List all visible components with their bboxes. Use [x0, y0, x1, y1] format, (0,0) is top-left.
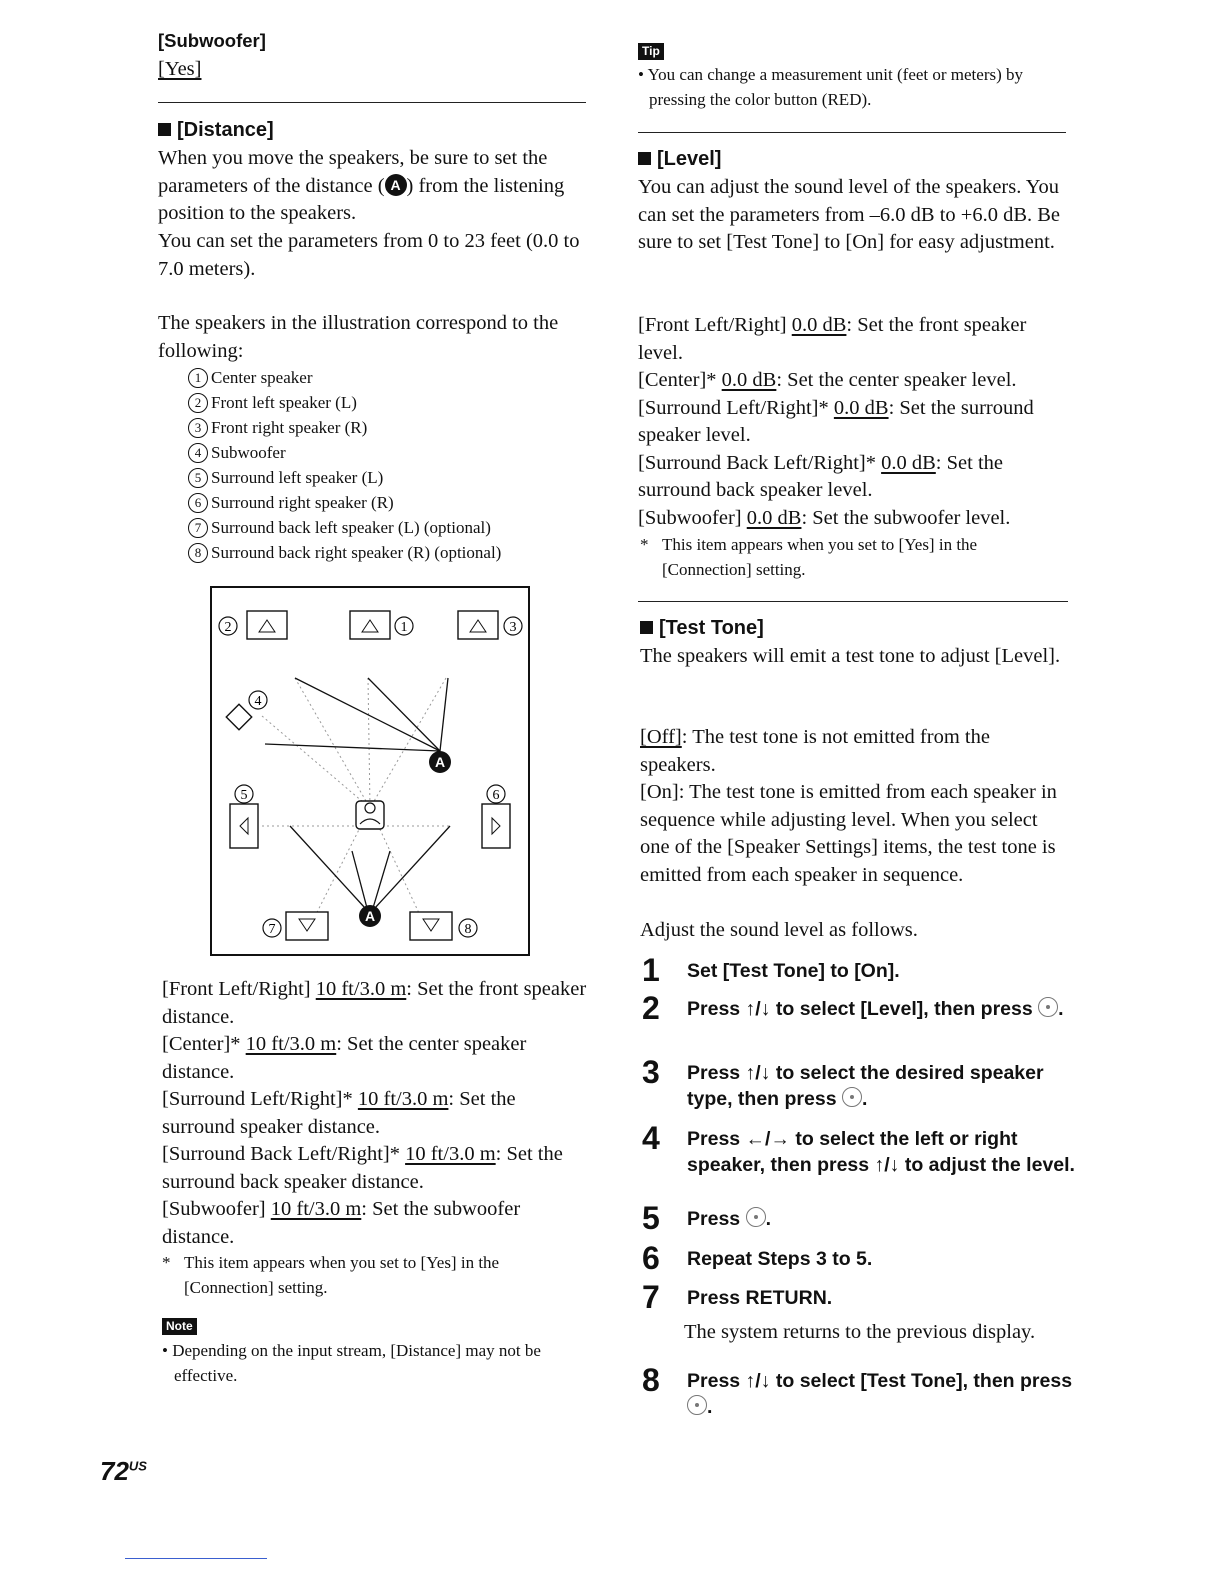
testtone-heading: [Test Tone] [640, 617, 764, 640]
diagram-number: 3 [509, 620, 517, 635]
tip-text: • You can change a measurement unit (feet or meters) by pressing the color button (RED). [638, 65, 1024, 109]
speaker-list-item [188, 415, 588, 440]
speaker-label: Subwoofer [211, 443, 286, 462]
diagram-number: 1 [400, 620, 408, 635]
steps-list [642, 952, 1082, 1428]
speaker-label: Front left speaker (L) [211, 393, 357, 412]
speaker-label: Surround right speaker (R) [211, 493, 394, 512]
diagram-number: 2 [224, 620, 232, 635]
note-badge: Note [162, 1317, 197, 1335]
circled-number: 3 [188, 418, 208, 438]
step-number: 8 [642, 1362, 660, 1398]
subwoofer-heading: [Subwoofer] [158, 30, 266, 51]
step-text: Press RETURN. [687, 1287, 833, 1309]
setting-item: [Surround Left/Right]* 10 ft/3.0 m: Set the surround speaker distance. [162, 1088, 516, 1138]
diagram-number: 6 [492, 788, 500, 803]
distance-settings [162, 976, 592, 1251]
subwoofer-value: [Yes] [158, 58, 202, 80]
testtone-on: [On]: The test tone is emitted from each speaker in sequence while adjusting level. When you select one of the [Speaker Settings] items, the test tone is emitted from each speaker in sequence. [640, 781, 1057, 886]
default-value: 0.0 dB [833, 396, 889, 419]
level-intro: You can adjust the sound level of the speakers. You can set the parameters from –6.0 dB to +6.0 dB. Be sure to set [Test Tone] to [On] for easy adjustment. [638, 176, 1061, 253]
step-number: 5 [642, 1200, 660, 1236]
step-number: 2 [642, 990, 660, 1026]
level-footnote: * This item appears when you set to [Yes] in the [Connection] setting. [640, 535, 978, 579]
distance-heading: [Distance] [158, 119, 274, 142]
step-text: Repeat Steps 3 to 5. [687, 1248, 873, 1270]
a-marker-label: A [434, 754, 446, 770]
speaker-list-item [188, 390, 588, 415]
testtone-intro: The speakers will emit a test tone to adjust [Level]. [640, 645, 1061, 667]
distance-lines [265, 678, 450, 908]
default-value: 0.0 dB [746, 506, 802, 529]
diagram-frame [211, 587, 529, 955]
circled-number: 2 [188, 393, 208, 413]
diagram-number: 7 [268, 922, 276, 937]
diagram-number: 8 [464, 922, 472, 937]
step-note: The system returns to the previous display. [684, 1321, 1036, 1343]
surround-back-right-speaker [410, 912, 452, 940]
setting-item: [Front Left/Right] 10 ft/3.0 m: Set the front speaker distance. [162, 978, 587, 1028]
setting-item: [Subwoofer] 10 ft/3.0 m: Set the subwoofer distance. [162, 1198, 521, 1248]
level-settings [638, 312, 1068, 532]
setting-item: [Surround Back Left/Right]* 0.0 dB: Set the surround back speaker level. [638, 451, 1003, 501]
step-text: Press . [687, 1208, 771, 1230]
distance-footnote: * This item appears when you set to [Yes] in the [Connection] setting. [162, 1253, 500, 1297]
step-text: Set [Test Tone] to [On]. [687, 960, 900, 982]
speaker-list-item [188, 540, 588, 565]
speaker-label: Center speaker [211, 368, 313, 387]
diagram-number-labels [219, 617, 522, 937]
diagram-number: 5 [240, 788, 248, 803]
divider [638, 132, 1066, 133]
speaker-list-item [188, 490, 588, 515]
circled-number: 4 [188, 443, 208, 463]
listener-icon [356, 801, 384, 829]
adjust-intro: Adjust the sound level as follows. [640, 919, 918, 941]
speaker-label: Front right speaker (R) [211, 418, 368, 437]
speaker-layout-diagram [210, 586, 530, 956]
setting-item: [Subwoofer] 0.0 dB: Set the subwoofer level. [638, 506, 1011, 529]
surround-back-left-speaker [286, 912, 328, 940]
enter-button-icon [746, 1207, 766, 1227]
a-marker-label: A [364, 908, 376, 924]
default-value: 0.0 dB [881, 451, 936, 474]
speaker-list [188, 365, 588, 565]
speaker-list-item [188, 365, 588, 390]
circled-number: 8 [188, 543, 208, 563]
front-right-speaker [458, 611, 498, 639]
step-number: 1 [642, 952, 660, 988]
subwoofer-speaker [226, 704, 251, 729]
setting-item: [Surround Back Left/Right]* 10 ft/3.0 m: Set the surround back speaker distance. [162, 1143, 563, 1193]
circled-number: 6 [188, 493, 208, 513]
step-text: Press ↑/↓ to select the desired speaker type, then press . [687, 1062, 1044, 1110]
default-value: 10 ft/3.0 m [245, 1033, 337, 1055]
step-number: 6 [642, 1240, 660, 1276]
step-text: Press ↑/↓ to select [Test Tone], then press . [687, 1370, 1073, 1418]
step-number: 4 [642, 1120, 660, 1156]
circled-number: 7 [188, 518, 208, 538]
illustration-intro: The speakers in the illustration correspond to the following: [158, 312, 559, 362]
page-number: $72^{US}$ [100, 1456, 147, 1486]
speaker-label: Surround back right speaker (R) (optional) [211, 543, 502, 562]
distance-range: You can set the parameters from 0 to 23 feet (0.0 to 7.0 meters). [158, 230, 580, 280]
enter-button-icon [687, 1395, 707, 1415]
front-left-speaker [247, 611, 287, 639]
step-number: 3 [642, 1054, 660, 1090]
speaker-list-item [188, 465, 588, 490]
surround-right-speaker [482, 804, 510, 848]
default-value: 10 ft/3.0 m [357, 1088, 449, 1110]
enter-button-icon [1038, 997, 1058, 1017]
speaker-label: Surround back left speaker (L) (optional) [211, 518, 491, 537]
square-bullet-icon [158, 123, 171, 136]
distance-description: When you move the speakers, be sure to set the parameters of the distance ( A ) from the listening position to the speakers. [158, 147, 565, 224]
level-heading: [Level] [638, 148, 721, 171]
circled-number: 1 [188, 368, 208, 388]
circled-number: 5 [188, 468, 208, 488]
setting-item: [Front Left/Right] 0.0 dB: Set the front speaker level. [638, 314, 1027, 364]
dotted-guides [262, 678, 450, 926]
square-bullet-icon [638, 152, 651, 165]
setting-item: [Surround Left/Right]* 0.0 dB: Set the surround speaker level. [638, 396, 1034, 446]
default-value: 0.0 dB [721, 369, 777, 391]
tip-badge: Tip [638, 42, 664, 60]
default-value: 10 ft/3.0 m [270, 1198, 362, 1220]
note-text: • Depending on the input stream, [Distance] may not be effective. [162, 1341, 541, 1385]
setting-item: [Center]* 0.0 dB: Set the center speaker level. [638, 369, 1017, 391]
default-value: 10 ft/3.0 m [315, 978, 407, 1000]
default-value: 0.0 dB [791, 314, 847, 336]
step-number: 7 [642, 1279, 660, 1315]
footer-rule [125, 1558, 267, 1559]
marker-a-icon: A [385, 174, 407, 196]
enter-button-icon [842, 1087, 862, 1107]
setting-item: [Center]* 10 ft/3.0 m: Set the center speaker distance. [162, 1033, 527, 1083]
speaker-list-item [188, 515, 588, 540]
step-text: Press ↑/↓ to select [Level], then press . [687, 998, 1064, 1020]
divider [638, 601, 1068, 602]
surround-left-speaker [230, 804, 258, 848]
diagram-number: 4 [254, 694, 262, 709]
divider [158, 102, 586, 103]
speaker-list-item [188, 440, 588, 465]
square-bullet-icon [640, 621, 653, 634]
default-value: 10 ft/3.0 m [405, 1143, 496, 1165]
diagram-a-markers [359, 751, 451, 927]
testtone-off: [Off]: The test tone is not emitted from the speakers. [640, 726, 990, 776]
speaker-label: Surround left speaker (L) [211, 468, 384, 487]
center-speaker [350, 611, 390, 639]
step-text: Press ←/→ to select the left or right speaker, then press ↑/↓ to adjust the level. [687, 1128, 1075, 1176]
